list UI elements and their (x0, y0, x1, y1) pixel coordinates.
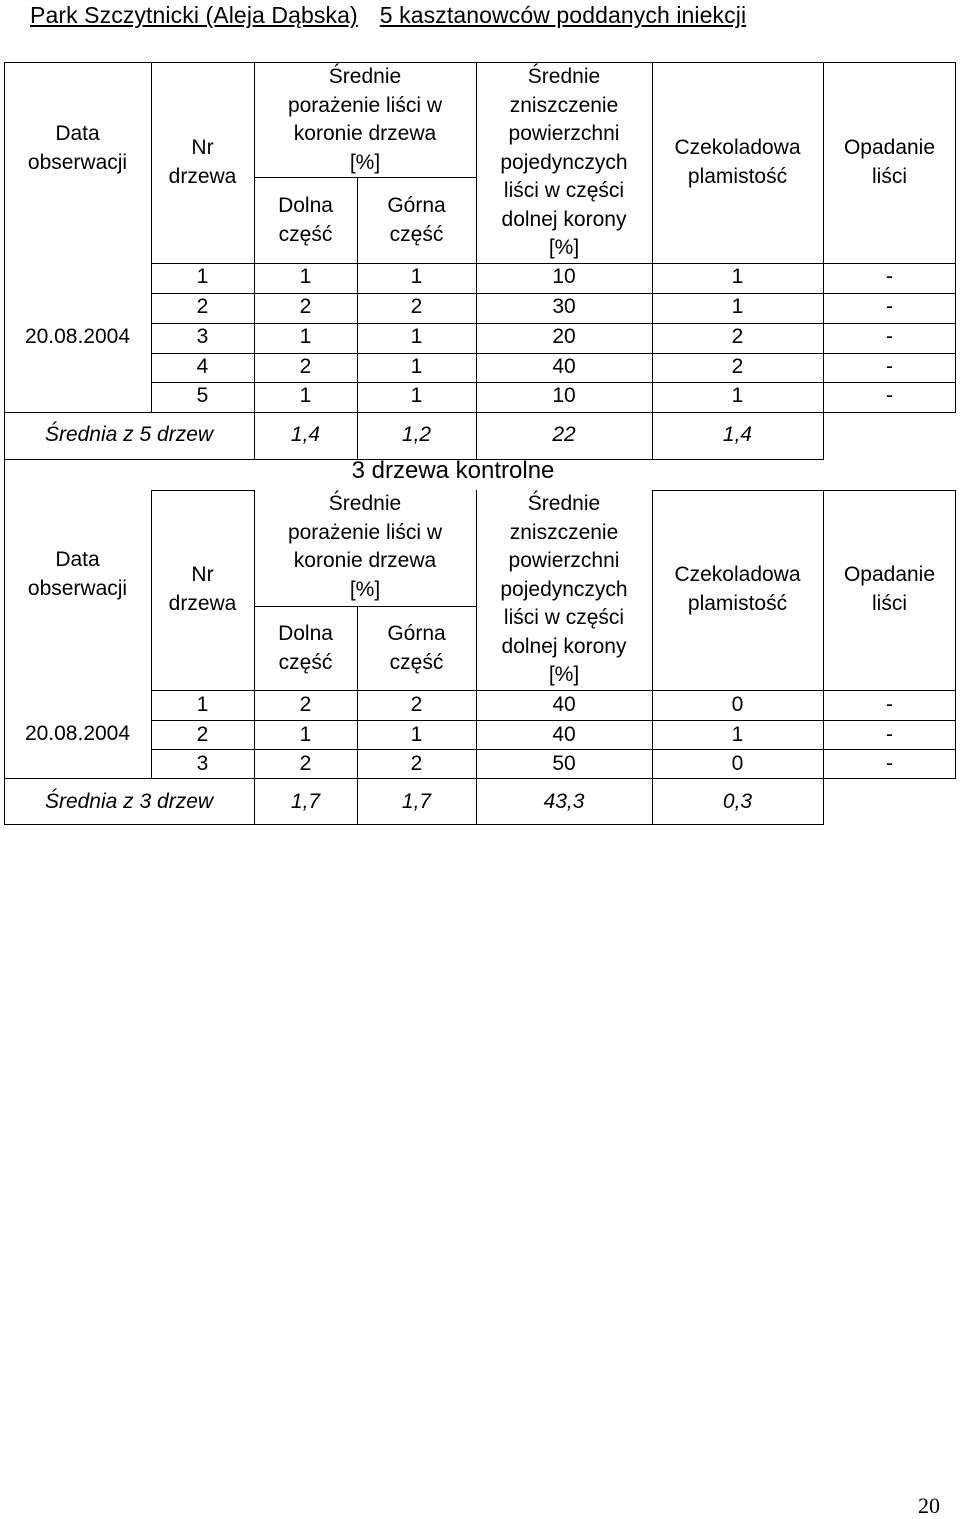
upper-value-cell: 1 (410, 325, 423, 348)
spot-value-cell: 0 (731, 752, 744, 775)
observation-date: 20.08.2004 (24, 722, 131, 745)
upper-value-cell: 2 (410, 295, 423, 318)
average-surface: 22 (552, 423, 576, 446)
spot-value-cell: 2 (731, 355, 744, 378)
fall-value-cell: - (886, 355, 893, 378)
lower-value-cell: 1 (299, 384, 312, 407)
header-date: Data obserwacji (27, 122, 128, 174)
spot-value-cell: 2 (731, 325, 744, 348)
tree-number-cell: 1 (196, 693, 209, 716)
header-lower-part: Dolna część (278, 622, 333, 674)
upper-value-cell: 1 (410, 384, 423, 407)
lower-value-cell: 2 (299, 693, 312, 716)
header-upper-part: Górna część (387, 194, 446, 246)
header-surface-damage: Średnie zniszczenie powierzchni pojedynczych liści w części dolnej korony [%] (500, 65, 628, 259)
surface-value-cell: 40 (552, 723, 576, 746)
average-label: Średnia z 5 drzew (44, 423, 214, 446)
title-location: Park Szczytnicki (Aleja Dąbska) (30, 2, 358, 28)
page-title (30, 2, 746, 29)
title-subject: 5 kasztanowców poddanych iniekcji (379, 2, 747, 28)
table-caption: 3 drzewa kontrolne (351, 457, 555, 484)
average-surface: 43,3 (543, 790, 585, 813)
header-tree-number: Nr drzewa (168, 563, 237, 615)
table-injected-trees (4, 62, 956, 460)
header-leaf-fall: Opadanie liści (843, 136, 936, 188)
tree-number-cell: 2 (196, 295, 209, 318)
average-lower: 1,7 (290, 790, 321, 813)
fall-value-cell: - (886, 265, 893, 288)
header-chocolate-spot: Czekoladowa plamistość (674, 563, 801, 615)
tree-number-cell: 3 (196, 752, 209, 775)
spot-value-cell: 1 (731, 384, 744, 407)
tree-number-cell: 3 (196, 325, 209, 348)
fall-value-cell: - (886, 723, 893, 746)
header-date: Data obserwacji (27, 548, 128, 600)
average-upper: 1,7 (401, 790, 432, 813)
fall-value-cell: - (886, 295, 893, 318)
surface-value-cell: 40 (552, 693, 576, 716)
spot-value-cell: 1 (731, 723, 744, 746)
fall-value-cell: - (886, 384, 893, 407)
lower-value-cell: 1 (299, 723, 312, 746)
lower-value-cell: 2 (299, 752, 312, 775)
header-tree-number: Nr drzewa (168, 136, 237, 188)
average-upper: 1,2 (401, 423, 432, 446)
header-lower-part: Dolna część (278, 194, 333, 246)
surface-value-cell: 50 (552, 752, 576, 775)
observation-date: 20.08.2004 (24, 325, 131, 348)
tree-number-cell: 4 (196, 355, 209, 378)
table-control-trees (4, 457, 956, 826)
header-leaf-infection: Średnie porażenie liści w koronie drzewa [%] (287, 492, 443, 601)
header-leaf-fall: Opadanie liści (843, 563, 936, 615)
page-number: 20 (918, 1493, 940, 1518)
average-lower: 1,4 (290, 423, 321, 446)
tree-number-cell: 1 (196, 265, 209, 288)
upper-value-cell: 2 (410, 693, 423, 716)
header-leaf-infection: Średnie porażenie liści w koronie drzewa [%] (287, 65, 443, 174)
spot-value-cell: 1 (731, 295, 744, 318)
lower-value-cell: 2 (299, 355, 312, 378)
upper-value-cell: 1 (410, 265, 423, 288)
upper-value-cell: 1 (410, 723, 423, 746)
spot-value-cell: 1 (731, 265, 744, 288)
lower-value-cell: 2 (299, 295, 312, 318)
fall-value-cell: - (886, 752, 893, 775)
tree-number-cell: 5 (196, 384, 209, 407)
lower-value-cell: 1 (299, 265, 312, 288)
fall-value-cell: - (886, 325, 893, 348)
tree-number-cell: 2 (196, 723, 209, 746)
header-surface-damage: Średnie zniszczenie powierzchni pojedynczych liści w części dolnej korony [%] (500, 492, 628, 686)
surface-value-cell: 10 (552, 384, 576, 407)
average-spot: 1,4 (722, 423, 753, 446)
surface-value-cell: 20 (552, 325, 576, 348)
lower-value-cell: 1 (299, 325, 312, 348)
surface-value-cell: 30 (552, 295, 576, 318)
average-label: Średnia z 3 drzew (44, 790, 214, 813)
upper-value-cell: 2 (410, 752, 423, 775)
surface-value-cell: 10 (552, 265, 576, 288)
fall-value-cell: - (886, 693, 893, 716)
surface-value-cell: 40 (552, 355, 576, 378)
upper-value-cell: 1 (410, 355, 423, 378)
average-spot: 0,3 (722, 790, 753, 813)
header-upper-part: Górna część (387, 622, 446, 674)
spot-value-cell: 0 (731, 693, 744, 716)
header-chocolate-spot: Czekoladowa plamistość (674, 136, 801, 188)
